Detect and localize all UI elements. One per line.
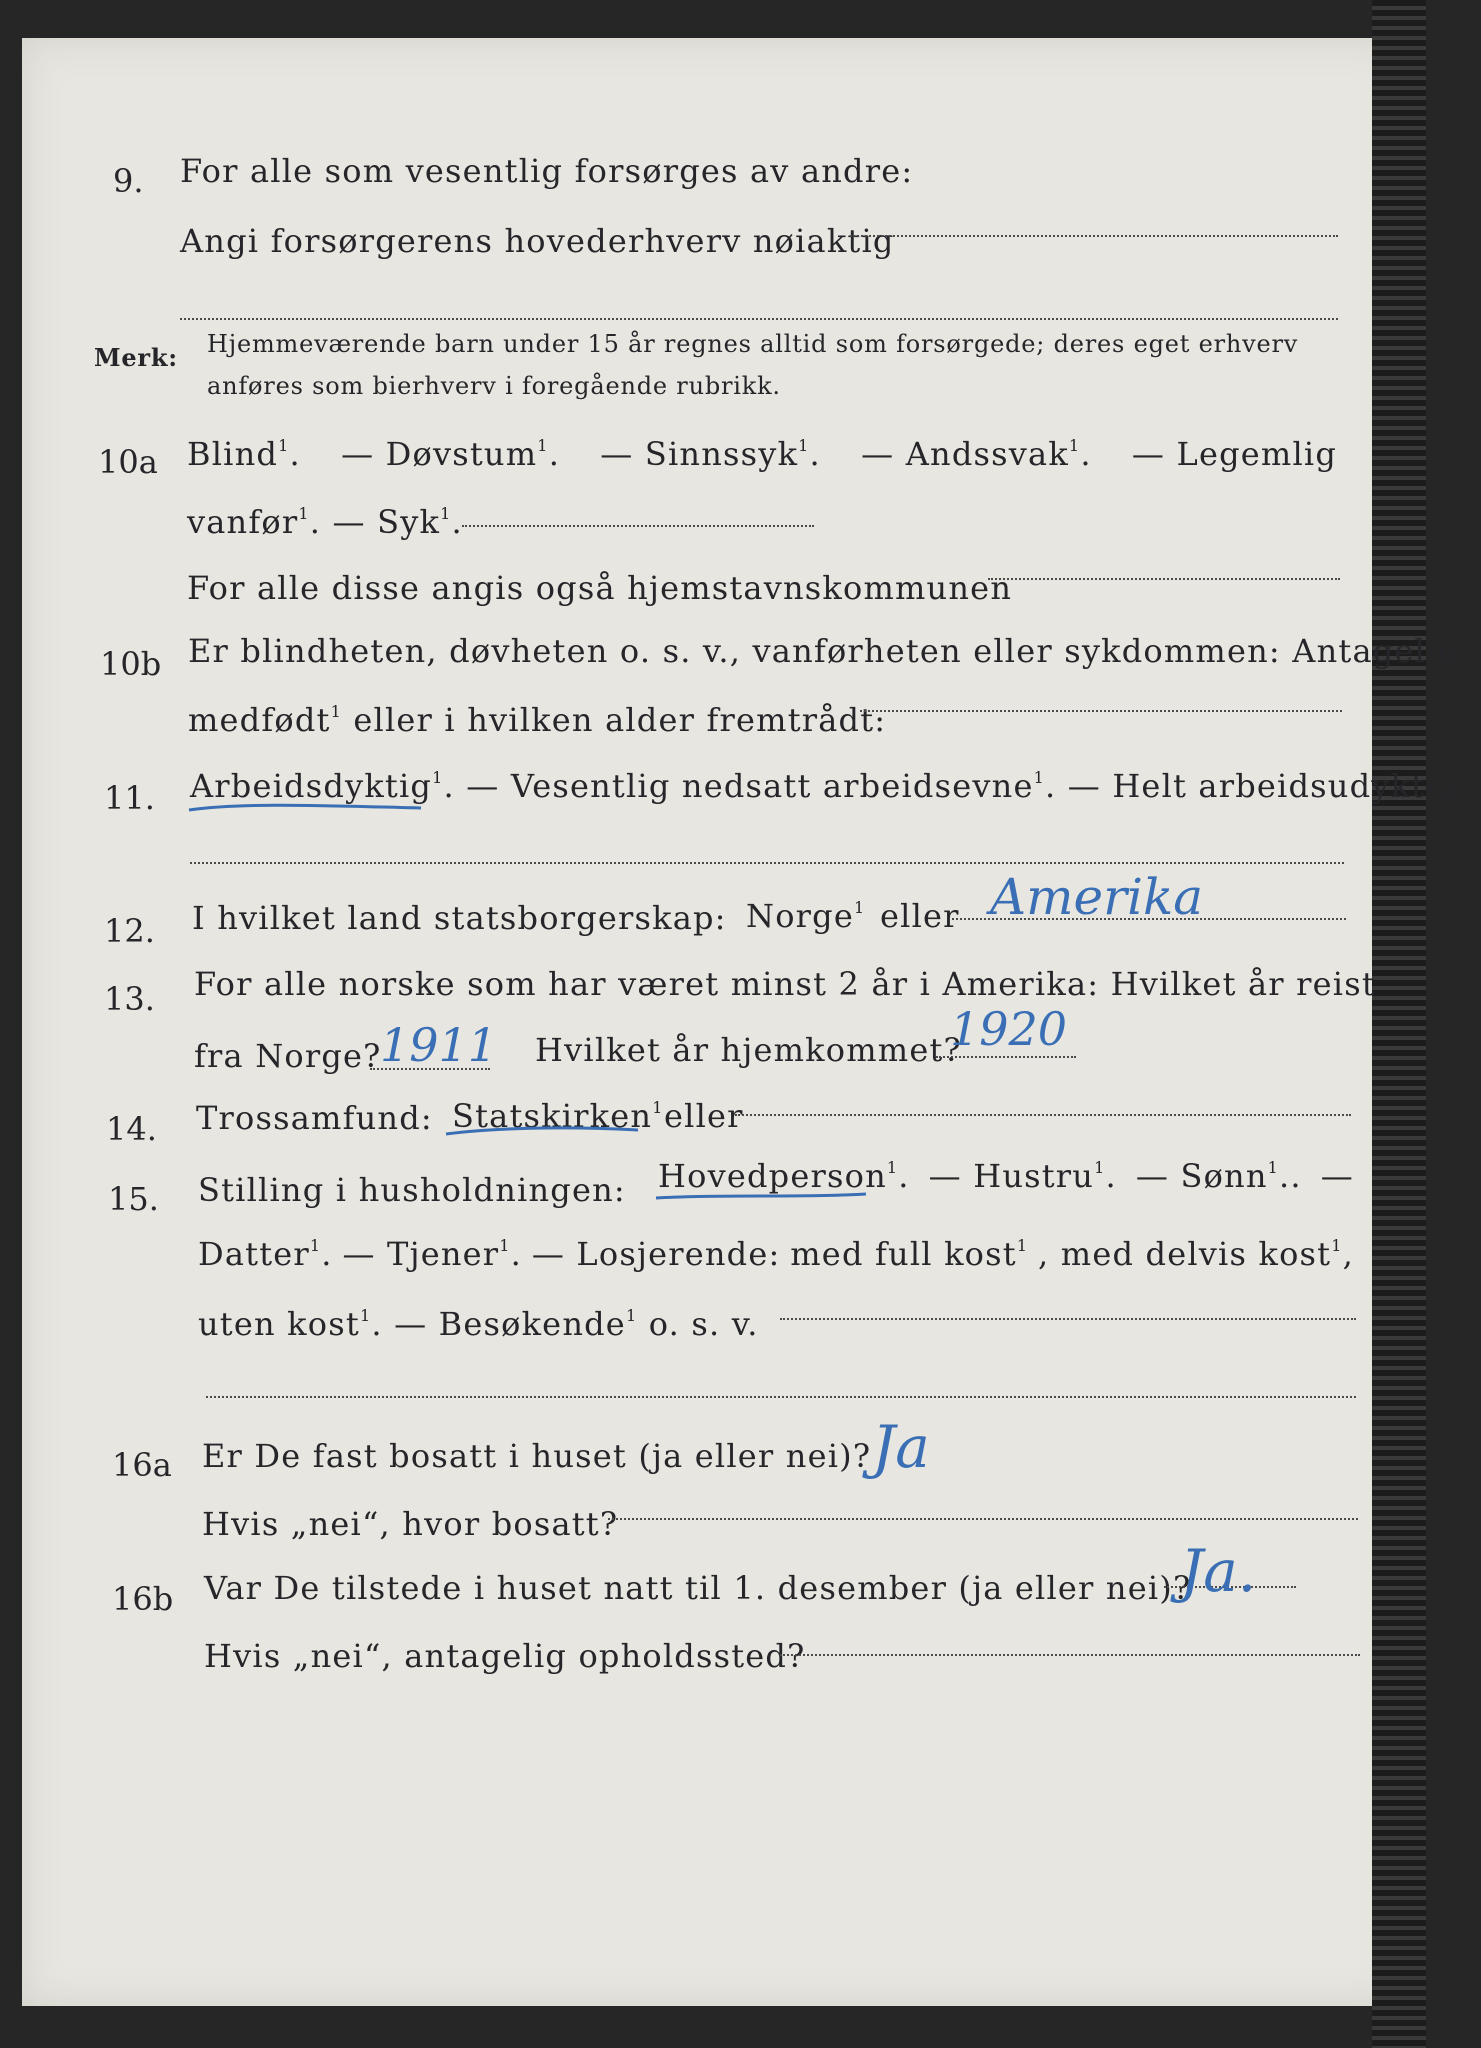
q15-underline-mark <box>652 1184 872 1206</box>
q10a-line1 <box>187 435 1337 473</box>
opt-uten-kost[interactable]: uten kost$^1$. <box>198 1305 383 1343</box>
q9-answer-line[interactable] <box>850 235 1338 237</box>
q15-line3: uten kost$^1$. — Besøkende$^1$ o. s. v. <box>198 1305 759 1343</box>
q16a-answer-line[interactable] <box>608 1518 1358 1520</box>
opt-udyktig[interactable]: — Helt arbeidsudyktig$^1$. <box>1067 767 1481 805</box>
opt-sinnssyk[interactable]: — Sinnssyk$^1$. <box>600 435 821 473</box>
opt-medfodt[interactable]: medfødt$^1$ <box>188 701 343 739</box>
q12-eller: eller <box>880 897 960 935</box>
q16a-line2: Hvis „nei“, hvor bosatt? <box>202 1505 619 1543</box>
q15-line2: Datter$^1$. — Tjener$^1$. — Losjerende: med full kost$^1$ , med delvis kost$^1$, <box>198 1235 1354 1273</box>
q12-norge[interactable]: Norge$^1$ <box>746 897 866 935</box>
q15-answer-line[interactable] <box>780 1318 1356 1320</box>
q9-answer-line-2[interactable] <box>180 318 1338 320</box>
opt-andssvak[interactable]: — Andssvak$^1$. <box>861 435 1092 473</box>
q13-number: 13. <box>104 980 155 1018</box>
q15-line1: Hovedperson$^1$. — Hustru$^1$. — Sønn$^1$.. — <box>658 1157 1354 1195</box>
q9-line2: Angi forsørgerens hovederhverv nøiaktig <box>180 222 895 260</box>
q13-line2a: fra Norge? <box>194 1037 382 1075</box>
q16b-line1: Var De tilstede i huset natt til 1. desember (ja eller nei)? <box>204 1569 1192 1607</box>
opt-besokende[interactable]: — Besøkende$^1$ <box>394 1305 638 1343</box>
opt-tjener[interactable]: — Tjener$^1$. <box>342 1235 523 1273</box>
opt-arbeidsdyktig[interactable]: Arbeidsdyktig$^1$. <box>190 767 455 805</box>
q11-answer-line[interactable] <box>190 862 1344 864</box>
q15-number: 15. <box>108 1180 159 1218</box>
q16a-answer[interactable]: Ja <box>872 1413 930 1481</box>
q16a-number: 16a <box>112 1446 172 1484</box>
merk-label: Merk: <box>94 343 178 372</box>
q16b-answer[interactable]: Ja. <box>1180 1537 1257 1605</box>
q13-reist-answer[interactable]: 1911 <box>380 1018 498 1072</box>
opt-full-kost[interactable]: med full kost$^1$ <box>790 1235 1029 1273</box>
q13-line2b: Hvilket år hjemkommet? <box>535 1031 962 1069</box>
page-edge <box>1372 0 1426 2048</box>
q16b-number: 16b <box>112 1580 174 1618</box>
q14-answer-line[interactable] <box>735 1114 1351 1116</box>
opt-statskirken[interactable]: Statskirken$^1$ <box>452 1097 664 1135</box>
q14-underline-mark <box>442 1120 642 1142</box>
opt-sonn[interactable]: — Sønn$^1$.. <box>1135 1157 1302 1195</box>
q10a-number: 10a <box>98 443 158 481</box>
q10a-line3: For alle disse angis også hjemstavnskommunen <box>187 569 1013 607</box>
q9-line1: For alle som vesentlig forsørges av andre: <box>180 152 914 190</box>
q15-answer-line-2[interactable] <box>206 1396 1356 1398</box>
q10a-answer-line[interactable] <box>462 525 814 527</box>
opt-dovstum[interactable]: — Døvstum$^1$. <box>341 435 561 473</box>
q13-line1: For alle norske som har været minst 2 år i Amerika: Hvilket år reist <box>194 965 1376 1003</box>
q14-eller: eller <box>664 1097 744 1135</box>
q12-answer-handwritten[interactable]: Amerika <box>990 868 1204 926</box>
q12-number: 12. <box>104 912 155 950</box>
q10a-kommune-line[interactable] <box>988 578 1340 580</box>
q9-number: 9. <box>113 162 144 200</box>
opt-vanfor[interactable]: vanfør$^1$. <box>187 503 322 541</box>
opt-legemlig[interactable]: — Legemlig <box>1131 435 1337 473</box>
q10b-line2: medfødt$^1$ eller i hvilken alder fremtrådt: <box>188 701 887 739</box>
merk-line1: Hjemmeværende barn under 15 år regnes alltid som forsørgede; deres eget erhverv <box>207 330 1299 358</box>
q12-text: I hvilket land statsborgerskap: <box>192 899 727 937</box>
q13-hjem-line[interactable] <box>936 1056 1076 1058</box>
q15-label: Stilling i husholdningen: <box>198 1171 626 1209</box>
opt-delvis-kost[interactable]: , med delvis kost$^1$, <box>1038 1235 1354 1273</box>
q10a-line2 <box>187 503 463 541</box>
opt-hustru[interactable]: — Hustru$^1$. <box>928 1157 1117 1195</box>
q16b-line2: Hvis „nei“, antagelig opholdssted? <box>204 1637 806 1675</box>
q14-number: 14. <box>106 1110 157 1148</box>
opt-nedsatt[interactable]: — Vesentlig nedsatt arbeidsevne$^1$. <box>466 767 1057 805</box>
q16a-line1: Er De fast bosatt i huset (ja eller nei)? <box>202 1437 872 1475</box>
q16b-answer-line-2[interactable] <box>780 1654 1360 1656</box>
q14-label: Trossamfund: <box>196 1099 433 1137</box>
q11-underline-mark <box>185 796 425 820</box>
q10b-line1: Er blindheten, døvheten o. s. v., vanførheten eller sykdommen: Antagelig <box>188 632 1460 670</box>
opt-hovedperson[interactable]: Hovedperson$^1$. <box>658 1157 910 1195</box>
q11-number: 11. <box>104 779 155 817</box>
q10b-answer-line[interactable] <box>860 710 1342 712</box>
q13-hjem-answer[interactable]: 1920 <box>950 1002 1068 1056</box>
merk-line2: anføres som bierhverv i foregående rubrikk. <box>207 372 781 400</box>
opt-syk[interactable]: — Syk$^1$. <box>332 503 463 541</box>
opt-datter[interactable]: Datter$^1$. <box>198 1235 333 1273</box>
opt-blind[interactable]: Blind$^1$. <box>187 435 301 473</box>
q10b-number: 10b <box>100 645 162 683</box>
